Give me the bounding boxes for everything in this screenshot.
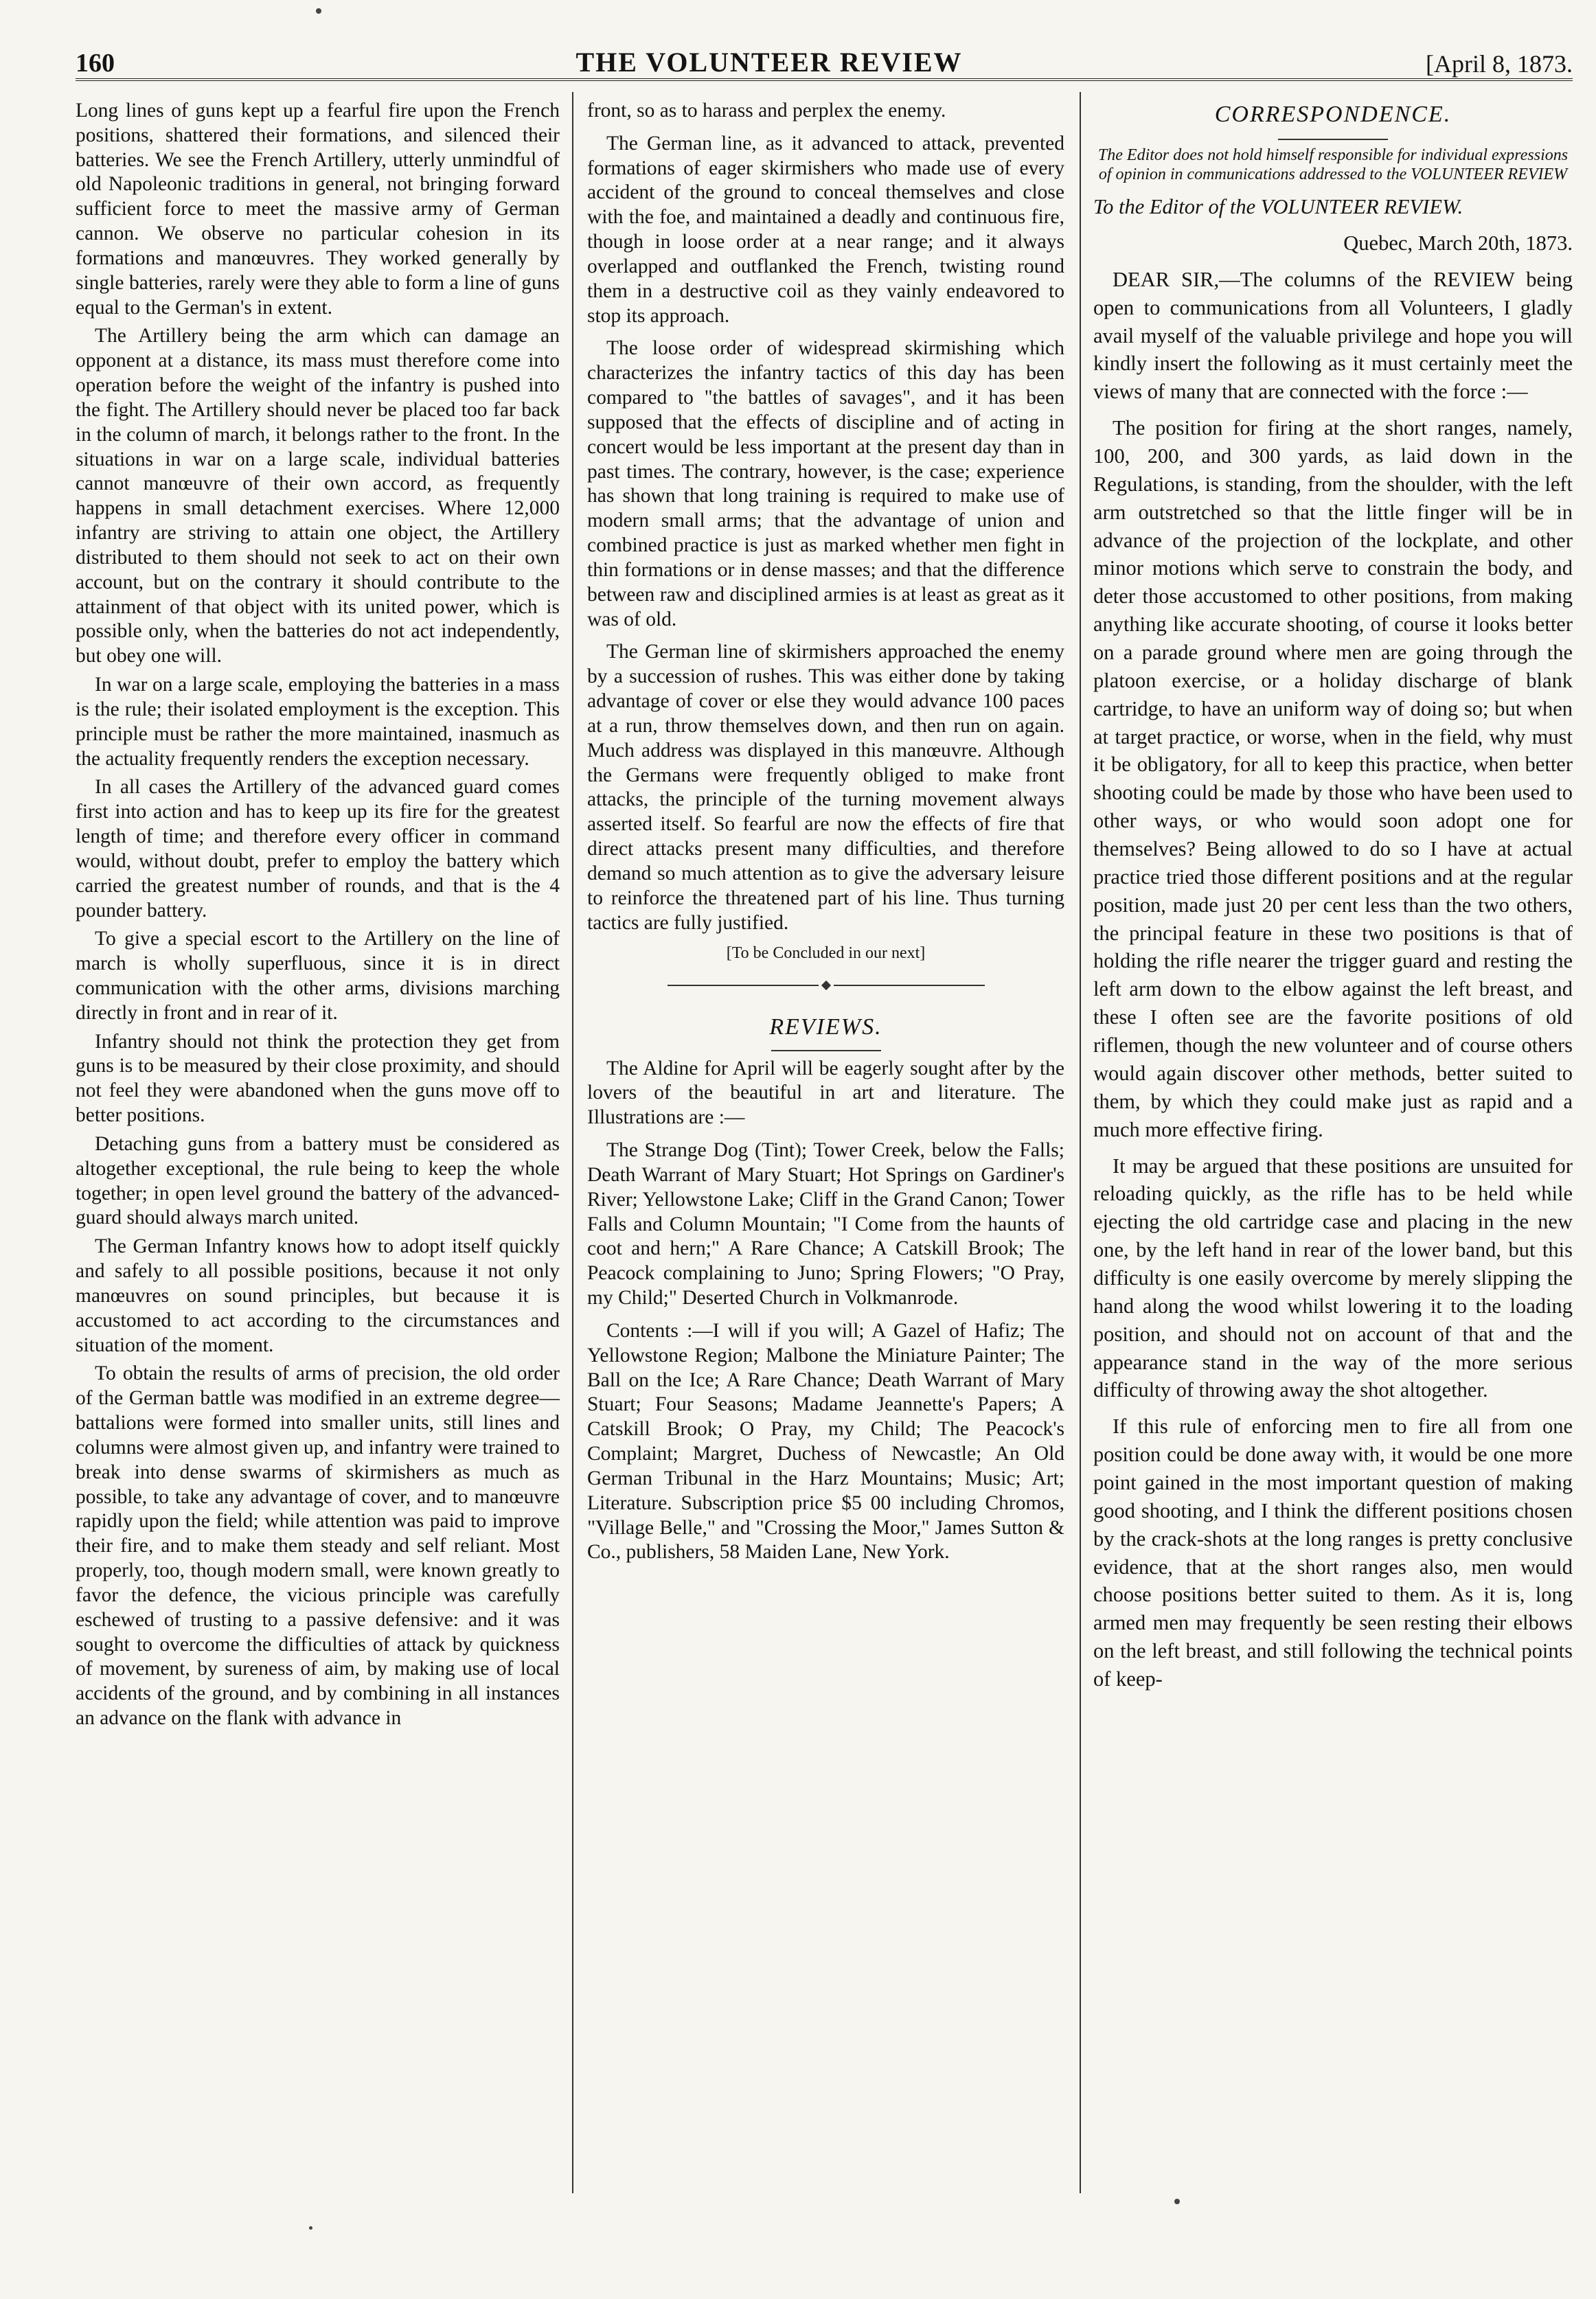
column-divider [1080,92,1081,2193]
letter-dateline: Quebec, March 20th, 1873. [1343,231,1573,255]
to-be-concluded-note: [To be Concluded in our next] [726,944,926,963]
issue-date: [April 8, 1873. [1426,50,1573,78]
article-paragraph: Detaching guns from a battery must be considered as altogether exceptional, the rule being to keep the whole together; in open level ground the battery of the advanced-guard should always march united. [76,1132,560,1229]
article-paragraph: The German line, as it advanced to attack, prevented formations of eager skirmishers who made use of every accident of the ground to conceal themselves and close with the foe, and maintained a deadly and continuous fire, though in loose order at a near range; and it always overlapped and outflanked the French, twisting round them in a destructive coil as they vainly endeavored to stop its approach. [587,132,1064,327]
article-paragraph: To give a special escort to the Artillery on the line of march is wholly superfluous, since it is in direct communication with the other arms, divisions marching directly in front and in rear of it. [76,928,560,1024]
ornamental-divider [587,972,1064,996]
page-header [76,36,1573,81]
review-paragraph: Contents :—I will if you will; A Gazel of Hafiz; The Yellowstone Region; Malbone the Miniature Painter; The Ball on the Ice; A Rare Chance; Death Warrant of Mary Stuart; Four Seasons; Madame Jeannette's Papers; A Catskill Brook; O Pray, my Child; The Peacock's Complaint; Margret, Duchess of Newcastle; An Old German Tribunal in the Harz Mountains; Music; Art; Literature. Subscription price $5 00 including Chromos, "Village Belle," and "Crossing the Moor," James Sutton & Co., publishers, 58 Maiden Lane, New York. [587,1319,1064,1564]
letter-paragraph: If this rule of enforcing men to fire all from one position could be done away with, it would be one more point gained in the most important question of making good shooting, and I think the different positions chosen by the crack-shots at the long ranges is pretty conclusive evidence, that at the short ranges also, men would choose positions better suited to them. As it is, long armed men may frequently be seen resting their elbows on the left breast, and still following the technical points of keep- [1093,1415,1573,1691]
heading-rule [1278,139,1388,140]
correspondence-heading: CORRESPONDENCE. [1214,102,1452,127]
editor-disclaimer: The Editor does not hold himself responsible for individual expressions of opinion in communications addressed to the VOLUNTEER REVIEW [1097,146,1569,184]
article-paragraph: front, so as to harass and perplex the enemy. [587,100,946,122]
article-paragraph: The Artillery being the arm which can damage an opponent at a distance, its mass must therefore come into operation before the weight of the infantry is pushed into the fight. The Artillery should never be placed too far back in the column of march, it belongs rather to the front. In the situations in war on a large scale, individual batteries cannot manœuvre of their own accord, as frequently happens in small detachment exercises. Where 12,000 infantry are striving to attain one object, the Artillery distributed to them should not seek to act on their own account, but on the contrary it should contribute to the attainment of that object with its united power, which is possible only, when the batteries do not act independently, but obey one will. [76,325,560,667]
page-number: 160 [76,49,115,78]
review-paragraph: The Strange Dog (Tint); Tower Creek, below the Falls; Death Warrant of Mary Stuart; Hot Springs on Gardiner's River; Yellowstone Lake; Cliff in the Grand Canon; Tower Falls and Column Mountain; "I Come from the haunts of coot and hern;" A Rare Chance; A Catskill Brook; The Peacock complaining to Juno; Spring Flowers; "O Pray, my Child;" Deserted Church in Volkmanrode. [587,1139,1064,1309]
letter-paragraph: DEAR SIR,—The columns of the REVIEW being open to communications from all Volunteers, I gladly avail myself of the valuable privilege and hope you will kindly insert the following as it must certainly meet the views of many that are connected with the force :— [1093,267,1573,404]
article-paragraph: In all cases the Artillery of the advanced guard comes first into action and has to keep up its fire for the greatest length of time; and therefore every officer in command would, without doubt, prefer to employ the battery which carried the greatest number of rounds, and that is the 4 pounder battery. [76,776,560,922]
article-paragraph: The loose order of widespread skirmishing which characterizes the infantry tactics of this day has been compared to "the battles of savages", and it has been supposed that the effects of discipline and of acting in concert would be less important at the present day than in past times. The contrary, however, is the case; experience has shown that long training is required to make use of modern small arms; that the advantage of union and combined practice is just as marked whether men fight in thin formations or in dense masses; and that the difference between raw and disciplined armies is at least as great as it was of old. [587,337,1064,630]
heading-rule [771,1050,881,1051]
letter-paragraph: It may be argued that these positions are unsuited for reloading quickly, as the rifle has to be held while ejecting the old cartridge case and placing in the new one, by the left hand in rear of the lower band, but this difficulty is one easily overcome by merely slipping the hand along the wood whilst lowering it to the loading position, and should not on account of that and the appearance stand in the way of the more serious difficulty of throwing away the shot altogether. [1093,1154,1573,1402]
ink-speck [1174,2199,1180,2204]
article-paragraph: The German line of skirmishers approached the enemy by a succession of rushes. This was either done by taking advantage of cover or else they would advance 100 paces at a run, throw themselves down, and then run on again. Much address was displayed in this manœuvre. Although the Germans were frequently obliged to make front attacks, the principle of the turning movement always asserted itself. So fearful are now the effects of fire that direct attacks present many difficulties, and therefore demand so much attention as to give the adversary leisure to reinforce the threatened part of his line. Thus turning tactics are fully justified. [587,641,1064,934]
column-artillery-article [76,99,560,2186]
article-paragraph: In war on a large scale, employing the batteries in a mass is the rule; their isolated employment is the exception. This principle must be rather the more maintained, inasmuch as the actuality frequently renders the exception necessary. [76,674,560,770]
reviews-heading: REVIEWS. [769,1014,882,1040]
article-paragraph: Infantry should not think the protection they get from guns is to be measured by their close proximity, and should not feel they were abandoned when the guns move off to better positions. [76,1030,560,1127]
article-paragraph: Long lines of guns kept up a fearful fire upon the French positions, shattered their formations, and silenced their batteries. We see the French Artillery, utterly unmindful of old Napoleonic traditions in general, not bringing forward sufficient force to meet the massive army of German cannon. We observe no particular cohesion in its formations and manœuvres. They worked generally by single batteries, rarely were they able to form a line of guns equal to the German's in extent. [76,100,560,319]
column-correspondence [1093,99,1573,2186]
ink-speck [316,8,321,14]
column-divider [572,92,573,2193]
ink-speck [309,2226,312,2230]
column-tactics-and-reviews [587,99,1064,2186]
letter-addressee: To the Editor of the VOLUNTEER REVIEW. [1093,195,1463,219]
newspaper-page [76,36,1573,2261]
article-paragraph: The German Infantry knows how to adopt itself quickly and safely to all possible positions, because it not only manœuvres on sound principles, but because it is accustomed to act according to the circumstances and situation of the moment. [76,1235,560,1356]
letter-paragraph: The position for firing at the short ranges, namely, 100, 200, and 300 yards, as laid down in the Regulations, is standing, from the shoulder, with the left arm outstretched so that the little finger will be in advance of the projection of the lockplate, and other minor motions which serve to constrain the body, and deter those accustomed to other positions, from making anything like accurate shooting, of course it looks better on a parade ground where men are going through the platoon exercise, or a holiday discharge of blank cartridge, to have an uniform way of doing so; but when at target practice, or worse, when in the field, why must it be obligatory, for all to keep this practice, when better shooting could be made by those who have been used to other ways, or who would soon adopt one for themselves? Being allowed to do so I have at actual practice tried those different positions and at the regular position, made just 20 per cent less than the two others, the principal feature in these two positions is that of holding the rifle nearer the trigger guard and resting the left arm down to the elbow against the left breast, and these I often see are the favorite positions of old riflemen, though the new volunteer and of course others would again discover other methods, better suited to them, by which they could make just as rapid and a much more effective firing. [1093,416,1573,1141]
publication-title: THE VOLUNTEER REVIEW [575,47,963,78]
review-paragraph: The Aldine for April will be eagerly sought after by the lovers of the beautiful in art and literature. The Illustrations are :— [587,1057,1064,1129]
article-paragraph: To obtain the results of arms of precision, the old order of the German battle was modified in an extreme degree—battalions were formed into smaller units, still lines and columns were almost given up, and infantry were trained to break into dense swarms of skirmishers as much as possible, to take any advantage of cover, and to manœuvre rapidly upon the field; while attention was paid to improve their fire, and to make them steady and self reliant. Most properly, too, though modern small, were known greatly to favor the defence, the vicious principle was carefully eschewed of trusting to a passive defensive: and it was sought to overcome the difficulties of attack by quickness of movement, by sureness of aim, by making use of local accidents of the ground, and by combining in all instances an advance on the flank with advance in [76,1362,560,1729]
